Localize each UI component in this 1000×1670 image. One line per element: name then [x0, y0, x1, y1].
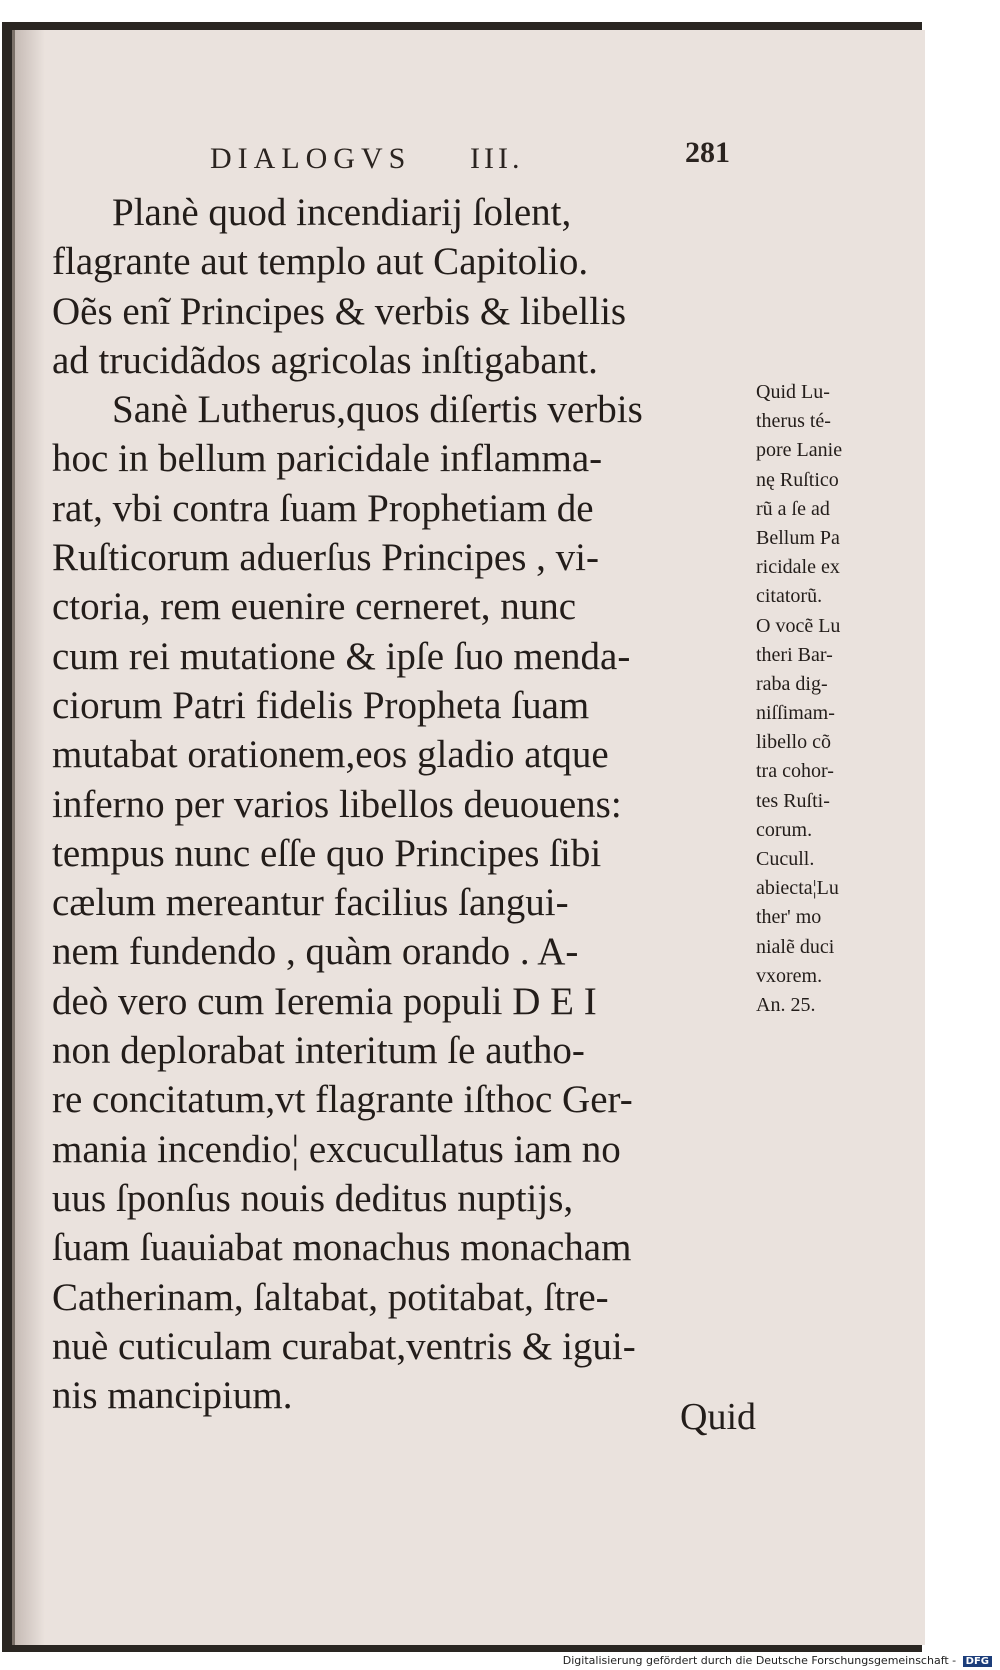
margin-note-line: Bellum Pa — [756, 526, 840, 549]
margin-note-line: Cucull. — [756, 848, 815, 870]
gutter-shadow — [15, 30, 45, 1645]
margin-note-line: O vocẽ Lu — [756, 614, 841, 637]
text-line: deò vero cum Ieremia populi D E I — [52, 979, 597, 1023]
text-line: flagrante aut templo aut Capitolio. — [52, 240, 589, 284]
text-line: tempus nunc eſſe quo Principes ſibi — [52, 831, 602, 875]
text-line: re concitatum,vt flagrante iſthoc Ger- — [52, 1078, 633, 1122]
text-line: Sanè Lutherus,quos diſertis verbis — [112, 388, 643, 432]
running-head-part: III. — [470, 142, 524, 175]
text-line: rat, vbi contra ſuam Prophetiam de — [52, 486, 594, 530]
page-number: 281 — [685, 136, 730, 169]
margin-note-line: vxorem. — [756, 964, 823, 987]
margin-note-line: rũ a ſe ad — [756, 497, 830, 520]
margin-note-line: citatorũ. — [756, 585, 823, 608]
text-line: mutabat orationem,eos gladio atque — [52, 733, 609, 777]
text-line: nem fundendo , quàm orando . A- — [52, 930, 579, 974]
margin-note-line: corum. — [756, 818, 813, 841]
margin-note-line: nę Ruſtico — [756, 468, 839, 491]
text-line: cum rei mutatione & ipſe ſuo menda- — [52, 634, 631, 678]
running-head — [190, 136, 750, 182]
text-line: Catherinam, ſaltabat, potitabat, ſtre- — [52, 1275, 609, 1319]
margin-note-line: ricidale ex — [756, 556, 840, 579]
dfg-logo: DFG — [963, 1656, 992, 1667]
text-line: ſuam ſuauiabat monachus monacham — [52, 1226, 632, 1270]
running-head-title: DIALOGVS — [210, 142, 412, 175]
text-line: hoc in bellum paricidale inflamma- — [52, 437, 603, 481]
catchword: Quid — [680, 1396, 756, 1438]
text-line: Oẽs enĩ Principes & verbis & libellis — [52, 289, 627, 333]
margin-note-line: tes Ruſti- — [756, 789, 830, 812]
text-line: nuè cuticulam curabat,ventris & igui- — [52, 1324, 636, 1368]
text-line: Ruſticorum aduerſus Principes , vi- — [52, 536, 599, 580]
text-line: non deplorabat interitum ſe autho- — [52, 1029, 585, 1073]
margin-note-line: theri Bar- — [756, 643, 833, 666]
margin-note-line: therus té- — [756, 410, 831, 433]
margin-note-line: nialẽ duci — [756, 935, 835, 958]
text-line: ctoria, rem euenire cerneret, nunc — [52, 585, 577, 629]
text-line: ciorum Patri fidelis Propheta ſuam — [52, 683, 590, 727]
margin-note-line: pore Lanie — [756, 439, 843, 462]
text-line: ad trucidãdos agricolas inſtigabant. — [52, 338, 598, 382]
margin-note-line: tra cohor- — [756, 760, 834, 783]
margin-note-line: niſſimam- — [756, 702, 835, 725]
text-line: uus ſponſus nouis deditus nuptijs, — [52, 1176, 574, 1220]
footer-credit-text: Digitalisierung gefördert durch die Deutsche Forschungsgemeinschaft - — [562, 1654, 957, 1667]
text-line: mania incendio¦ excucullatus iam no — [52, 1127, 621, 1171]
text-line: inferno per varios libellos deuouens: — [52, 782, 622, 826]
margin-note-line: libello cõ — [756, 731, 831, 754]
marginal-notes — [756, 378, 908, 1020]
text-line: nis mancipium. — [52, 1374, 293, 1418]
text-line: Planè quod incendiarij ſolent, — [112, 191, 572, 234]
text-line: cælum mereantur facilius ſangui- — [52, 881, 569, 925]
margin-note-line: raba dig- — [756, 672, 828, 695]
footer-credit — [563, 1654, 992, 1667]
margin-note-line: An. 25. — [756, 993, 816, 1016]
main-text-block — [52, 188, 752, 1420]
margin-note-line: ther' mo — [756, 906, 822, 929]
margin-note-line: abiecta¦Lu — [756, 877, 839, 900]
margin-note-line: Quid Lu- — [756, 381, 830, 403]
